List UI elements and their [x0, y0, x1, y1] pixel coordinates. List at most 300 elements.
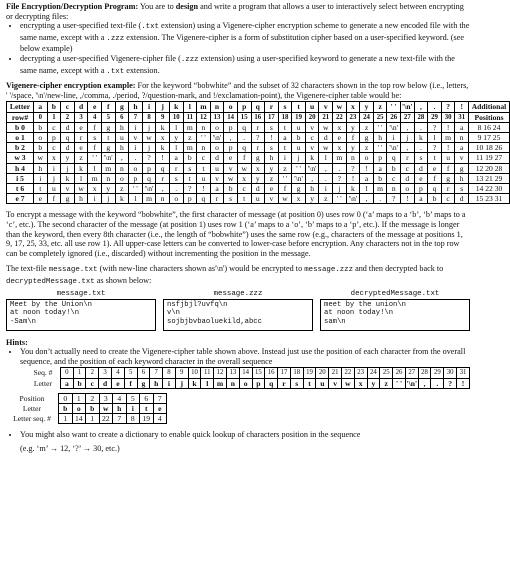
cipher-cell: g	[61, 194, 75, 204]
cipher-cell: .	[333, 163, 347, 173]
cipher-cell: w	[74, 183, 88, 193]
cipher-row	[7, 153, 510, 163]
file-decrypted-message-txt	[320, 290, 470, 331]
header-number: 1	[47, 112, 61, 122]
seq-number: 26	[393, 368, 406, 378]
seq-letter: i	[163, 378, 176, 388]
header-number: 22	[333, 112, 347, 122]
cipher-cell: h	[34, 163, 48, 173]
seq-letter: !	[457, 378, 470, 388]
seq-letter: t	[303, 378, 316, 388]
cipher-cell: u	[292, 122, 306, 132]
seq-number: 6	[137, 368, 150, 378]
cipher-cell: p	[373, 153, 387, 163]
header-number: 0	[34, 112, 48, 122]
cipher-cell: p	[183, 194, 197, 204]
cipher-cell: .	[414, 143, 428, 153]
cipher-cell: o	[210, 143, 224, 153]
header-number: 31	[455, 112, 469, 122]
cipher-cell: l	[360, 183, 374, 193]
seq-number: 15	[252, 368, 265, 378]
hint-2-example: (e.g. ‘m’ → 12, ‘?’ → 30, etc.)	[20, 443, 120, 453]
key-position: 3	[99, 393, 113, 403]
seq-number: 19	[303, 368, 316, 378]
hint-1: • You don’t actually need to create the Vigenere-cipher table shown above. Instead just use the position of each character from the overall sequence, and the position of each keyword character in the overall sequence	[20, 347, 470, 366]
cipher-cell: c	[237, 183, 251, 193]
cipher-cell: b	[428, 194, 442, 204]
header-letter: e	[88, 102, 102, 112]
cipher-cell: p	[142, 163, 156, 173]
key-position: 1	[72, 393, 86, 403]
cipher-cell: l	[169, 122, 183, 132]
cipher-cell: !	[197, 183, 211, 193]
cipher-cell: t	[278, 122, 292, 132]
example-paragraph	[6, 81, 470, 100]
cipher-cell: .	[169, 183, 183, 193]
key-letter: i	[126, 403, 140, 413]
seq-letter: z	[380, 378, 393, 388]
cipher-cell: i	[129, 143, 143, 153]
header-number: 9	[156, 112, 170, 122]
key-position: 7	[153, 393, 167, 403]
cipher-cell: k	[156, 122, 170, 132]
intro-paragraph	[6, 2, 470, 21]
cipher-cell: n	[115, 163, 129, 173]
cipher-cell: e	[414, 173, 428, 183]
seq-number: 13	[226, 368, 239, 378]
seq-number: 11	[201, 368, 214, 378]
cipher-cell: j	[142, 122, 156, 132]
cipher-cell: c	[47, 122, 61, 132]
cipher-cell: a	[169, 153, 183, 163]
cipher-cell: t	[183, 173, 197, 183]
cipher-cell: ?	[428, 122, 442, 132]
cipher-cell: a	[210, 183, 224, 193]
seq-letter: p	[252, 378, 265, 388]
seq-letter: f	[124, 378, 137, 388]
cipher-cell: ?	[387, 194, 401, 204]
seq-number: 9	[175, 368, 188, 378]
cipher-cell: o	[210, 122, 224, 132]
key-seq: 14	[72, 414, 86, 424]
cipher-cell: o	[401, 183, 415, 193]
key-seq: 1	[59, 414, 73, 424]
row-label: w 3	[7, 153, 34, 163]
cipher-cell: x	[237, 173, 251, 183]
header-number: 23	[346, 112, 360, 122]
cipher-cell: g	[101, 143, 115, 153]
cipher-cell: ,	[401, 143, 415, 153]
cipher-cell: d	[61, 143, 75, 153]
cipher-row	[7, 183, 510, 193]
key-letter: b	[86, 403, 100, 413]
cipher-cell: e	[265, 183, 279, 193]
seq-label: Seq. #	[33, 368, 53, 378]
cipher-cell: v	[305, 143, 319, 153]
cipher-cell: z	[319, 194, 333, 204]
cipher-cell: w	[319, 122, 333, 132]
cipher-cell: j	[61, 163, 75, 173]
seq-letter: o	[239, 378, 252, 388]
cipher-cell: g	[360, 132, 374, 142]
key-seq: 8	[126, 414, 140, 424]
bullet-decrypt: • decrypting a user-specified Vigenere-cipher file (.zzz extension) using a user-specified keyword to generate a new text-file with the same name, except with a .txt extension.	[20, 54, 470, 77]
seq-letter: q	[265, 378, 278, 388]
file-caption: message.txt	[56, 289, 106, 298]
file-contents: nsfjbjl?uvfq\n v\n sojbjbvbaoluekild,abcc	[163, 299, 313, 331]
file-contents: Meet by the Union\n at noon today!\n -Sam\n	[6, 299, 156, 331]
cipher-cell: ' '	[373, 122, 387, 132]
seq-number: 31	[457, 368, 470, 378]
cipher-cell: s	[414, 153, 428, 163]
seq-letter: v	[329, 378, 342, 388]
header-letter: m	[197, 102, 211, 112]
seq-number: 2	[86, 368, 99, 378]
cipher-cell: z	[360, 143, 374, 153]
cipher-cell: l	[169, 143, 183, 153]
cipher-cell: h	[265, 153, 279, 163]
header-letter: .	[428, 102, 442, 112]
cipher-cell: p	[224, 122, 238, 132]
cipher-cell: r	[74, 132, 88, 142]
cipher-cell: '\n'	[210, 132, 224, 142]
cipher-cell: a	[278, 132, 292, 142]
header-number: 3	[74, 112, 88, 122]
cipher-cell: x	[47, 153, 61, 163]
key-position: 6	[140, 393, 154, 403]
seq-letter: .	[431, 378, 444, 388]
seq-letter: w	[341, 378, 354, 388]
example-files	[6, 290, 470, 331]
cipher-cell: ?	[142, 153, 156, 163]
cipher-cell: '\n'	[101, 153, 115, 163]
seq-letter: x	[354, 378, 367, 388]
cipher-cell: n	[346, 153, 360, 163]
header-letter: u	[305, 102, 319, 112]
cipher-cell: e	[34, 194, 48, 204]
seq-number-row	[26, 368, 470, 378]
cipher-cell: d	[414, 163, 428, 173]
cipher-cell: d	[210, 153, 224, 163]
cipher-cell: ?	[183, 183, 197, 193]
cipher-cell: i	[88, 194, 102, 204]
header-letter: i	[142, 102, 156, 112]
cipher-cell: '\n'	[142, 183, 156, 193]
cipher-cell: d	[455, 194, 469, 204]
cipher-cell: u	[251, 194, 265, 204]
cipher-cell: ,	[401, 122, 415, 132]
seq-letter: u	[316, 378, 329, 388]
additional-positions: 14 22 30	[469, 183, 510, 193]
additional-positions: 15 23 31	[469, 194, 510, 204]
cipher-cell: u	[47, 183, 61, 193]
key-letter: h	[113, 403, 127, 413]
key-seq: 4	[153, 414, 167, 424]
seq-letter: a	[60, 378, 73, 388]
header-letter: '\n'	[402, 102, 413, 112]
row-label: t 6	[7, 183, 34, 193]
cipher-cell: b	[183, 153, 197, 163]
cipher-cell: z	[265, 173, 279, 183]
cipher-cell: c	[441, 194, 455, 204]
cipher-cell: y	[61, 153, 75, 163]
cipher-cell: f	[237, 153, 251, 163]
file-message-zzz	[163, 290, 313, 331]
seq-letter: l	[201, 378, 214, 388]
cipher-cell: n	[197, 143, 211, 153]
file-caption: decryptedMessage.txt	[350, 289, 440, 298]
seq-number: 28	[418, 368, 431, 378]
header-letter: ,	[414, 102, 428, 112]
key-position: 5	[126, 393, 140, 403]
seq-letter: g	[137, 378, 150, 388]
cipher-cell: m	[183, 143, 197, 153]
document-page	[6, 2, 507, 454]
cipher-cell: l	[74, 173, 88, 183]
cipher-cell: ,	[156, 183, 170, 193]
cipher-cell: r	[210, 194, 224, 204]
seq-number: 25	[380, 368, 393, 378]
cipher-cell: y	[265, 163, 279, 173]
key-seq-row	[6, 414, 167, 424]
cipher-cell: a	[455, 122, 469, 132]
seq-number: 14	[239, 368, 252, 378]
header-number: 20	[305, 112, 319, 122]
cipher-cell: '\n'	[346, 194, 360, 204]
key-position-row	[6, 393, 167, 403]
vigenere-cipher-table	[6, 101, 510, 204]
header-number: 6	[115, 112, 129, 122]
seq-letter: k	[188, 378, 201, 388]
cipher-cell: h	[115, 143, 129, 153]
cipher-cell: k	[74, 163, 88, 173]
cipher-cell: c	[401, 163, 415, 173]
seq-letter: c	[86, 378, 99, 388]
cipher-cell: s	[183, 163, 197, 173]
seq-letter: j	[175, 378, 188, 388]
seq-number: 10	[188, 368, 201, 378]
row-label: e 7	[7, 194, 34, 204]
cipher-cell: d	[251, 183, 265, 193]
seq-number: 16	[265, 368, 278, 378]
header-number: 5	[101, 112, 115, 122]
seq-number: 1	[73, 368, 86, 378]
cipher-cell: w	[34, 153, 48, 163]
seq-letter: e	[112, 378, 125, 388]
letter-label: Letter	[33, 378, 53, 388]
cipher-cell: ?	[428, 143, 442, 153]
cipher-cell: l	[319, 153, 333, 163]
seq-number: 21	[329, 368, 342, 378]
cipher-cell: y	[101, 183, 115, 193]
cipher-cell: e	[74, 122, 88, 132]
cipher-cell: r	[251, 143, 265, 153]
seq-letter: b	[73, 378, 86, 388]
additional-label: Additional	[469, 102, 510, 112]
cipher-cell: v	[61, 183, 75, 193]
cipher-cell: k	[346, 183, 360, 193]
cipher-cell: g	[455, 163, 469, 173]
seq-letter: m	[214, 378, 227, 388]
header-letter: w	[333, 102, 347, 112]
header-number: 26	[387, 112, 401, 122]
cipher-cell: o	[129, 163, 143, 173]
cipher-cell: q	[237, 122, 251, 132]
cipher-cell: f	[88, 122, 102, 132]
cipher-cell: i	[278, 153, 292, 163]
seq-number: 22	[341, 368, 354, 378]
cipher-cell: r	[169, 163, 183, 173]
cipher-cell: c	[197, 153, 211, 163]
cipher-cell: q	[142, 173, 156, 183]
cipher-cell: !	[441, 143, 455, 153]
cipher-cell: !	[401, 194, 415, 204]
key-letter: b	[59, 403, 73, 413]
seq-number: 12	[214, 368, 227, 378]
cipher-cell: .	[129, 153, 143, 163]
cipher-cell: a	[373, 163, 387, 173]
cipher-cell: '\n'	[292, 173, 306, 183]
cipher-cell: o	[115, 173, 129, 183]
cipher-cell: !	[346, 173, 360, 183]
cipher-cell: t	[428, 153, 442, 163]
file-caption: message.zzz	[213, 289, 263, 298]
cipher-cell: p	[47, 132, 61, 142]
cipher-cell: m	[441, 132, 455, 142]
cipher-cell: h	[455, 173, 469, 183]
row-label: i 5	[7, 173, 34, 183]
header-letter: p	[237, 102, 251, 112]
cipher-cell: ,	[115, 153, 129, 163]
cipher-cell: x	[251, 163, 265, 173]
cipher-cell: h	[115, 122, 129, 132]
header-number: 30	[441, 112, 455, 122]
file-contents: meet by the union\n at noon today!\n sam\n	[320, 299, 470, 331]
cipher-cell: m	[142, 194, 156, 204]
cipher-cell: a	[455, 143, 469, 153]
key-letter-row	[6, 403, 167, 413]
cipher-cell: c	[47, 143, 61, 153]
cipher-cell: b	[373, 173, 387, 183]
cipher-cell: w	[142, 132, 156, 142]
cipher-cell: s	[265, 122, 279, 132]
cipher-cell: .	[373, 194, 387, 204]
cipher-cell: q	[156, 163, 170, 173]
cipher-cell: i	[47, 163, 61, 173]
row-label: h 4	[7, 163, 34, 173]
cipher-cell: n	[387, 183, 401, 193]
cipher-cell: l	[428, 132, 442, 142]
cipher-cell: m	[183, 122, 197, 132]
cipher-cell: ' '	[278, 173, 292, 183]
cipher-cell: i	[34, 173, 48, 183]
seq-number: 7	[150, 368, 163, 378]
example-title: Vigenere-cipher encryption example:	[6, 81, 136, 91]
cipher-cell: .	[319, 173, 333, 183]
key-position-label: Position	[19, 393, 45, 403]
seq-number: 0	[60, 368, 73, 378]
cipher-cell: r	[401, 153, 415, 163]
cipher-cell: !	[156, 153, 170, 163]
cipher-cell: g	[292, 183, 306, 193]
cipher-cell: f	[428, 173, 442, 183]
cipher-cell: g	[251, 153, 265, 163]
cipher-cell: x	[88, 183, 102, 193]
cipher-cell: !	[265, 132, 279, 142]
seq-letter: ' '	[393, 378, 406, 388]
cipher-cell: t	[197, 163, 211, 173]
seq-number: 24	[367, 368, 380, 378]
cipher-cell: k	[156, 143, 170, 153]
cipher-cell: e	[74, 143, 88, 153]
cipher-cell: '\n'	[387, 143, 401, 153]
header-letter: a	[34, 102, 48, 112]
header-letter: l	[183, 102, 197, 112]
cipher-cell: n	[156, 194, 170, 204]
header-number: 14	[224, 112, 238, 122]
intro-bold: design	[175, 2, 199, 11]
cipher-cell: y	[251, 173, 265, 183]
seq-letter: n	[226, 378, 239, 388]
cipher-cell: m	[101, 163, 115, 173]
cipher-cell: k	[414, 132, 428, 142]
cipher-cell: r	[441, 183, 455, 193]
header-letters-row	[7, 102, 510, 112]
header-letter: y	[360, 102, 374, 112]
key-seq: 22	[99, 414, 113, 424]
header-letter: x	[346, 102, 360, 112]
cipher-cell: ?	[333, 173, 347, 183]
cipher-cell: x	[156, 132, 170, 142]
cipher-cell: u	[441, 153, 455, 163]
seq-number: 18	[290, 368, 303, 378]
cipher-cell: v	[455, 153, 469, 163]
cipher-cell: b	[387, 163, 401, 173]
intro-text: You are to	[139, 2, 176, 11]
key-seq: 7	[113, 414, 127, 424]
additional-positions: 10 18 26	[469, 143, 510, 153]
seq-letter: s	[290, 378, 303, 388]
cipher-cell: u	[210, 163, 224, 173]
header-number: 10	[169, 112, 183, 122]
encrypt-paragraph: To encrypt a message with the keyword “bobwhite”, the first character of message (at position 0) uses row 0 (‘a’ maps to a ‘b’, ‘b’ maps to a ‘c’, etc.). The second character of the message (at position 1) uses row 1 (‘a’ maps to a ‘o’, ‘b’ maps to a ‘p’, etc.). If the message is longer than the keyword, then every 8th character (i.e., the length of “bobwhite”) uses the same row (e.g., characters of the message at positions 1, 9, 17, 25, 33, etc. all use row 1). All upper-case letters can be converted to lower-case before encryption. Any characters not in the top row can be completely ignored (i.e., discarded) without incrementing the position in the message.	[6, 210, 466, 258]
header-letter: f	[101, 102, 115, 112]
additional-positions: 13 21 29	[469, 173, 510, 183]
key-letter: o	[72, 403, 86, 413]
cipher-cell: q	[61, 132, 75, 142]
cipher-cell: .	[237, 132, 251, 142]
cipher-cell: ' '	[88, 153, 102, 163]
additional-label: Positions	[469, 112, 510, 122]
cipher-cell: f	[441, 163, 455, 173]
cipher-cell: l	[88, 163, 102, 173]
header-letter: k	[169, 102, 183, 112]
cipher-cell: z	[183, 132, 197, 142]
cipher-cell: j	[142, 143, 156, 153]
cipher-cell: ?	[346, 163, 360, 173]
header-letter: q	[251, 102, 265, 112]
page-title: File Encryption/Decryption Program:	[6, 2, 139, 11]
cipher-row	[7, 122, 510, 132]
cipher-cell: ' '	[333, 194, 347, 204]
cipher-cell: z	[278, 163, 292, 173]
cipher-cell: m	[373, 183, 387, 193]
cipher-cell: f	[88, 143, 102, 153]
header-letter: o	[224, 102, 238, 112]
key-letter: e	[153, 403, 167, 413]
hints-list	[6, 347, 470, 366]
header-letter: n	[210, 102, 224, 112]
